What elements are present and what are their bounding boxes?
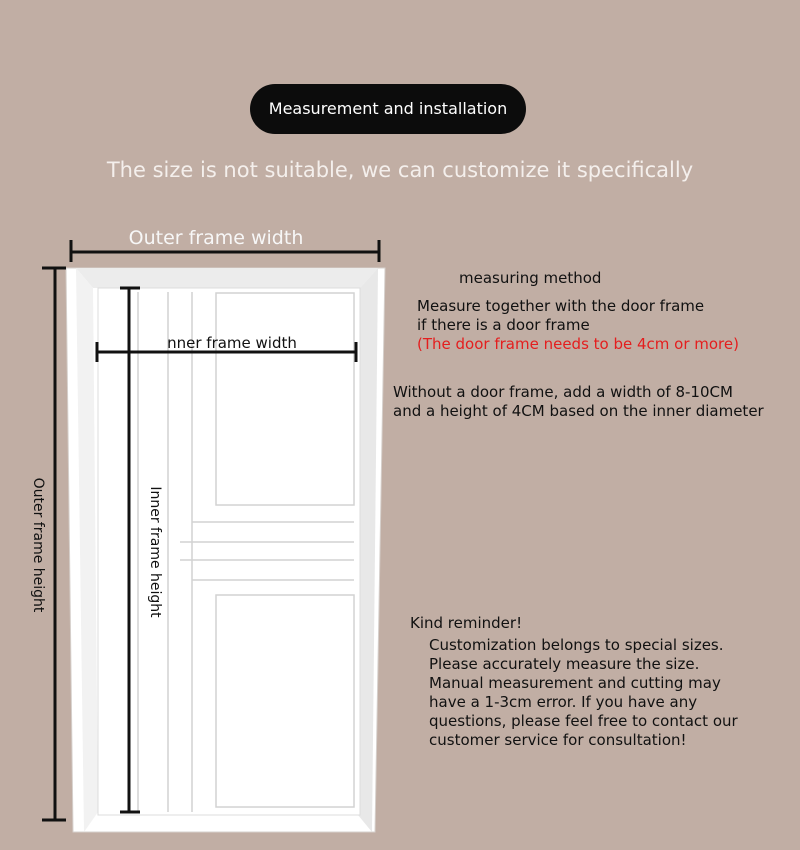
reminder-body [429, 636, 738, 750]
reminder-line: customer service for consultation! [429, 731, 687, 749]
inner-width-label: nner frame width [167, 334, 297, 352]
method-title: measuring method [459, 269, 602, 287]
subtitle: The size is not suitable, we can customize it specifically [106, 158, 694, 182]
no-frame-line-1: Without a door frame, add a width of 8-10CM [393, 383, 733, 401]
method-line-1: Measure together with the door frame [417, 297, 705, 315]
reminder-line: have a 1-3cm error. If you have any [429, 693, 698, 711]
outer-width-label: Outer frame width [128, 227, 304, 249]
inner-height-label: Inner frame height [147, 486, 163, 618]
no-frame-line-2: and a height of 4CM based on the inner diameter [393, 402, 764, 420]
reminder-line: Please accurately measure the size. [429, 655, 700, 673]
title-badge: Measurement and installation [250, 84, 526, 134]
method-line-2: if there is a door frame [417, 316, 590, 334]
reminder-line: Manual measurement and cutting may [429, 674, 721, 692]
reminder-line: questions, please feel free to contact our [429, 712, 738, 730]
outer-height-label: Outer frame height [30, 477, 46, 613]
method-note: (The door frame needs to be 4cm or more) [417, 335, 739, 353]
reminder-line: Customization belongs to special sizes. [429, 636, 724, 654]
frame-bevel-top [76, 268, 378, 288]
reminder-title: Kind reminder! [410, 614, 523, 632]
